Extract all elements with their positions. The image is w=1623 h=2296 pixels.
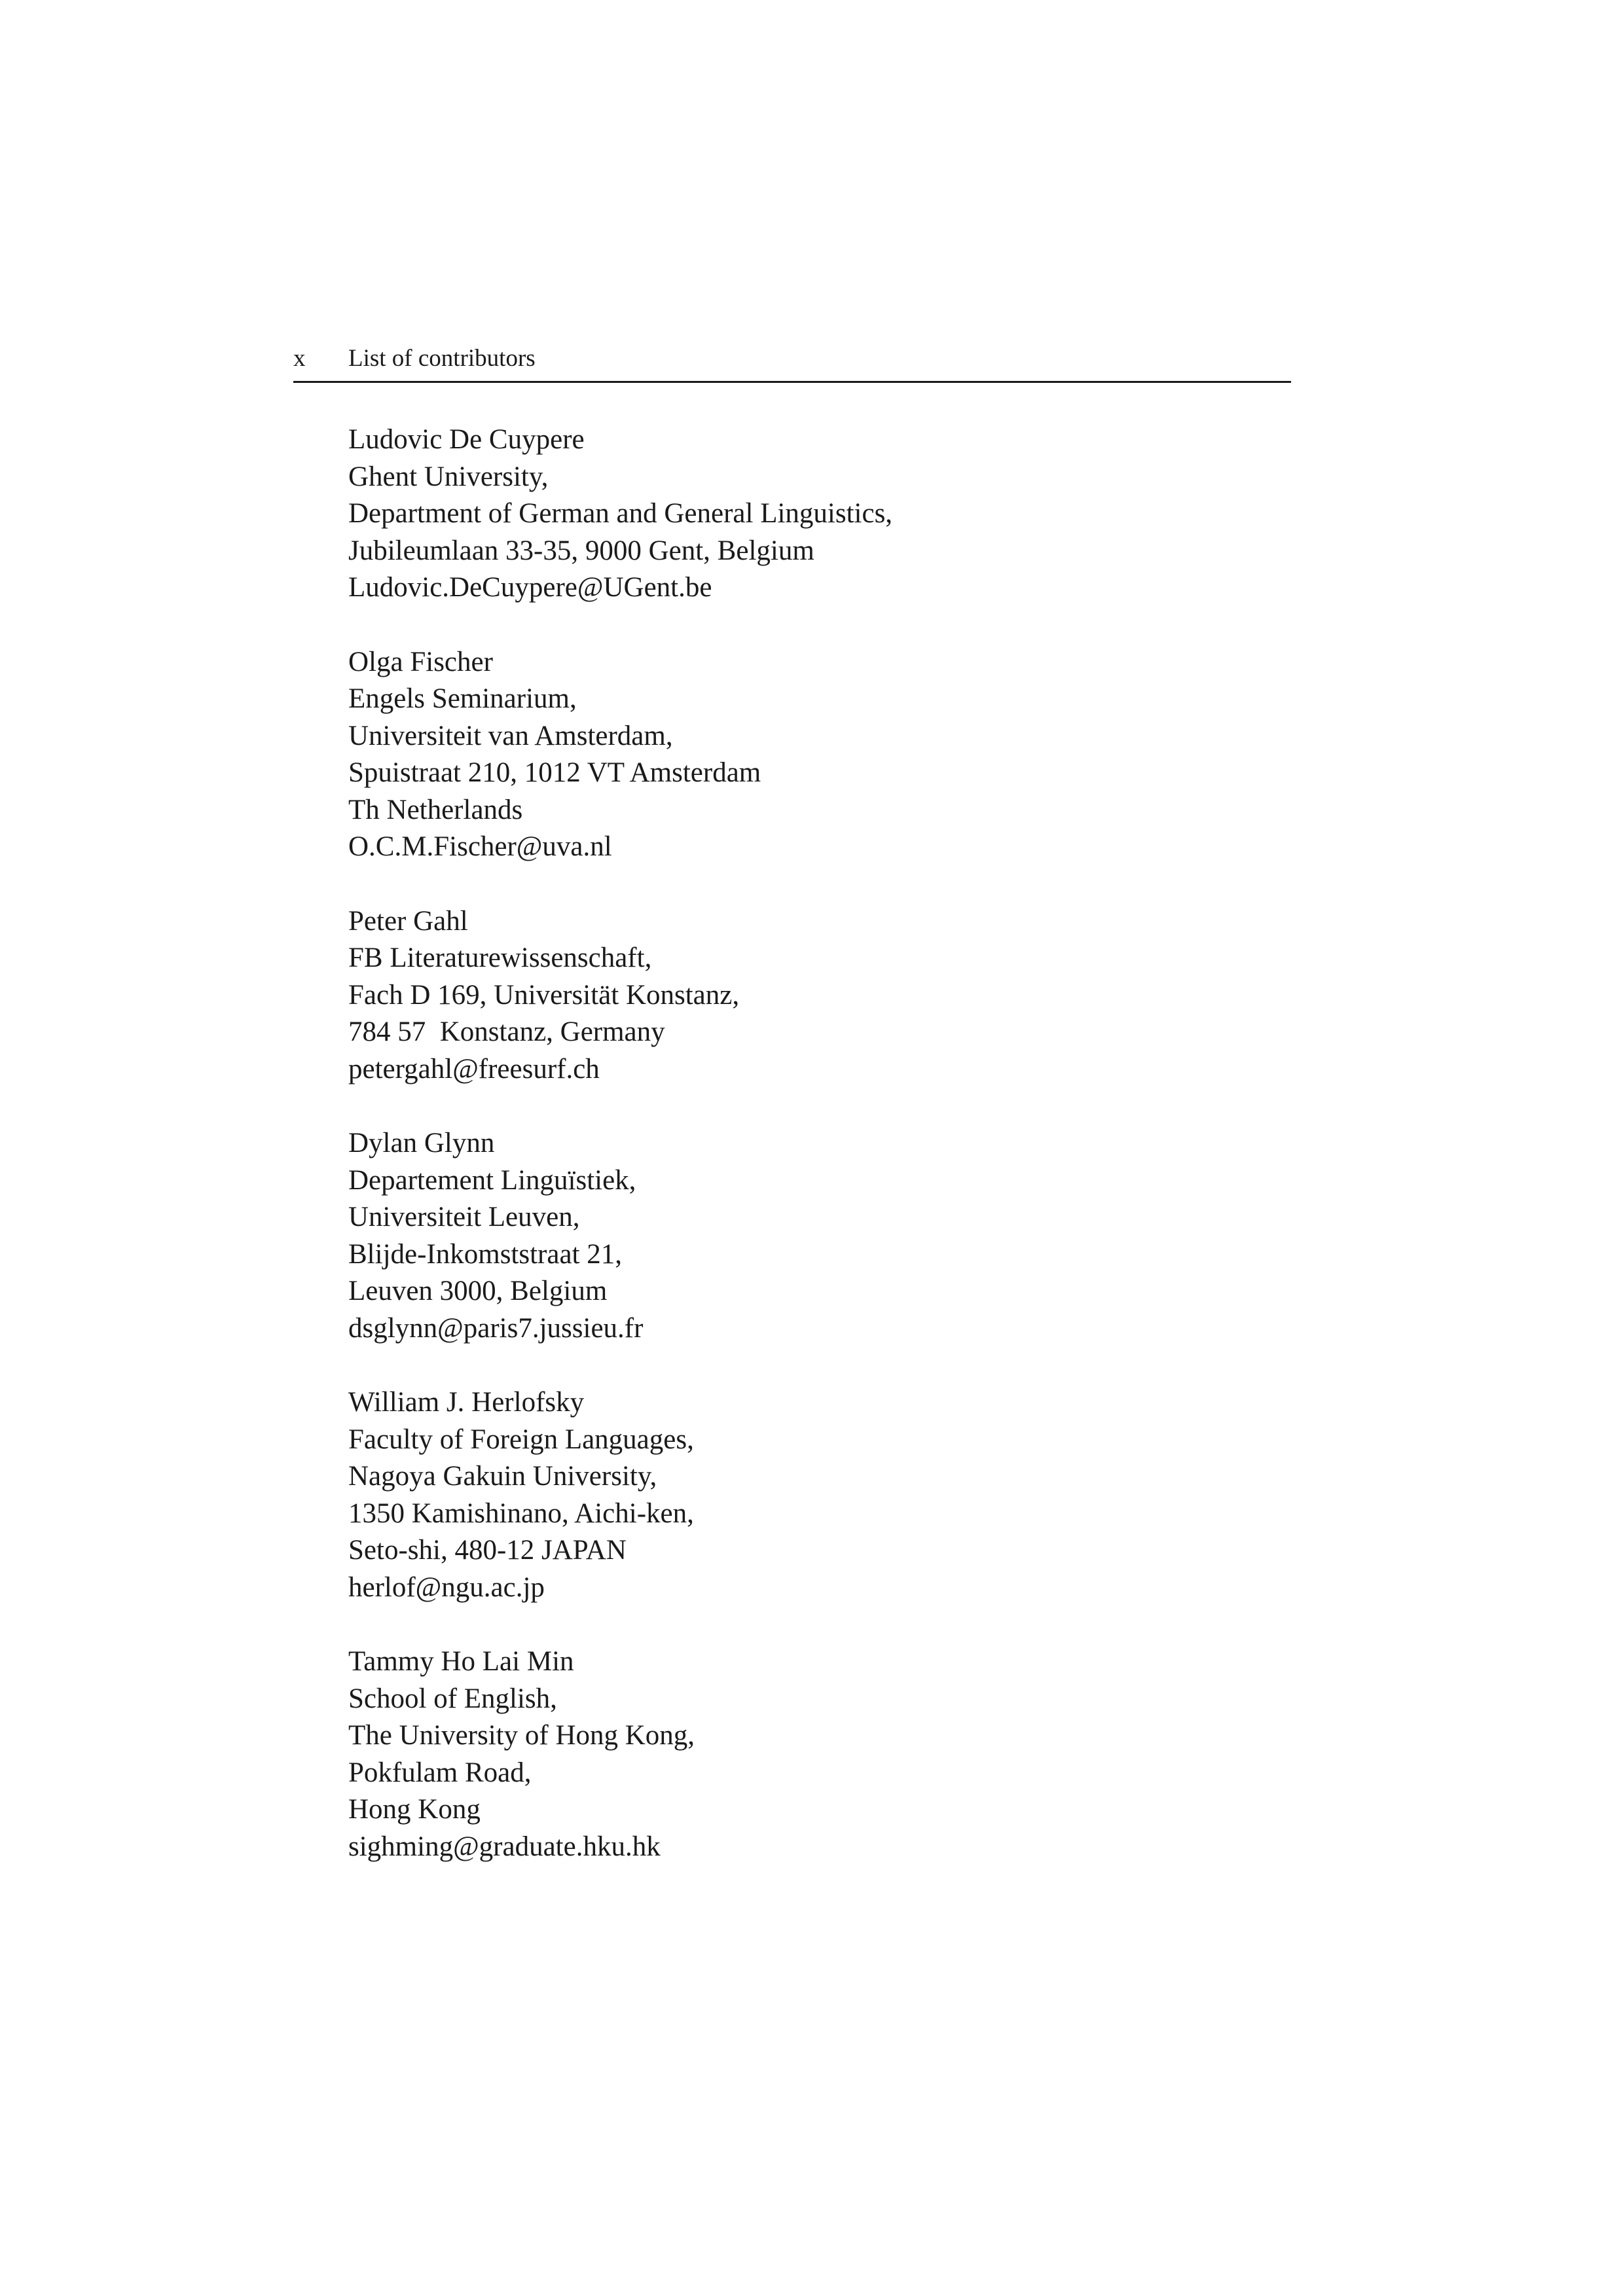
contributor-name: Ludovic De Cuypere xyxy=(348,424,585,455)
contributor-address-line: Universiteit Leuven, xyxy=(348,1202,580,1232)
contributor-address-line: Fach D 169, Universität Konstanz, xyxy=(348,979,740,1011)
contributor-email: Ludovic.DeCuypere@UGent.be xyxy=(348,572,712,603)
contributor-address-line: Jubileumlaan 33-35, 9000 Gent, Belgium xyxy=(348,535,814,566)
contributor-address-line: Departement Linguïstiek, xyxy=(348,1164,636,1196)
contributor-address-line: Nagoya Gakuin University, xyxy=(348,1461,657,1492)
contributor-name: William J. Herlofsky xyxy=(348,1387,585,1418)
contributor-address-line: Ghent University, xyxy=(348,461,549,492)
running-head xyxy=(293,340,1291,383)
contributor-address-line: Universiteit van Amsterdam, xyxy=(348,720,673,751)
contributor-address-line: Hong Kong xyxy=(348,1794,481,1825)
contributor-address-line: Pokfulam Road, xyxy=(348,1757,532,1788)
contributor-name: Olga Fischer xyxy=(348,646,493,677)
contributor-entry xyxy=(348,644,1330,866)
contributor-email: O.C.M.Fischer@uva.nl xyxy=(348,831,612,862)
contributor-address-line: Engels Seminarium, xyxy=(348,683,577,714)
running-head-title: List of contributors xyxy=(348,345,536,372)
contributor-email: dsglynn@paris7.jussieu.fr xyxy=(348,1312,644,1344)
contributor-entry xyxy=(348,422,1330,607)
contributor-email: herlof@ngu.ac.jp xyxy=(348,1571,545,1603)
contributor-entry xyxy=(348,1125,1330,1347)
contributor-address-line: Faculty of Foreign Languages, xyxy=(348,1424,694,1455)
contributor-address-line: Spuistraat 210, 1012 VT Amsterdam xyxy=(348,757,761,788)
contributor-entry xyxy=(348,1384,1330,1606)
contributor-address-line: FB Literaturewissenschaft, xyxy=(348,942,652,973)
contributor-address-line: 1350 Kamishinano, Aichi-ken, xyxy=(348,1498,694,1529)
contributor-address-line: Th Netherlands xyxy=(348,794,523,825)
contributor-address-line: Blijde-Inkomststraat 21, xyxy=(348,1238,622,1270)
contributor-name: Tammy Ho Lai Min xyxy=(348,1646,574,1677)
contributor-address-line: Seto-shi, 480-12 JAPAN xyxy=(348,1535,627,1566)
contributor-address-line: Department of German and General Linguistics, xyxy=(348,498,893,529)
contributor-address-line: School of English, xyxy=(348,1683,557,1714)
contributor-address-line: The University of Hong Kong, xyxy=(348,1720,695,1751)
contributor-name: Dylan Glynn xyxy=(348,1128,495,1158)
contributor-list xyxy=(348,422,1330,1903)
contributor-email: sighming@graduate.hku.hk xyxy=(348,1831,661,1862)
page-number: x xyxy=(293,345,306,372)
contributor-entry xyxy=(348,1643,1330,1865)
contributor-name: Peter Gahl xyxy=(348,905,468,937)
contributor-address-line: 784 57 Konstanz, Germany xyxy=(348,1016,665,1047)
contributor-address-line: Leuven 3000, Belgium xyxy=(348,1276,608,1306)
contributor-entry xyxy=(348,903,1330,1088)
contributor-email: petergahl@freesurf.ch xyxy=(348,1053,600,1085)
